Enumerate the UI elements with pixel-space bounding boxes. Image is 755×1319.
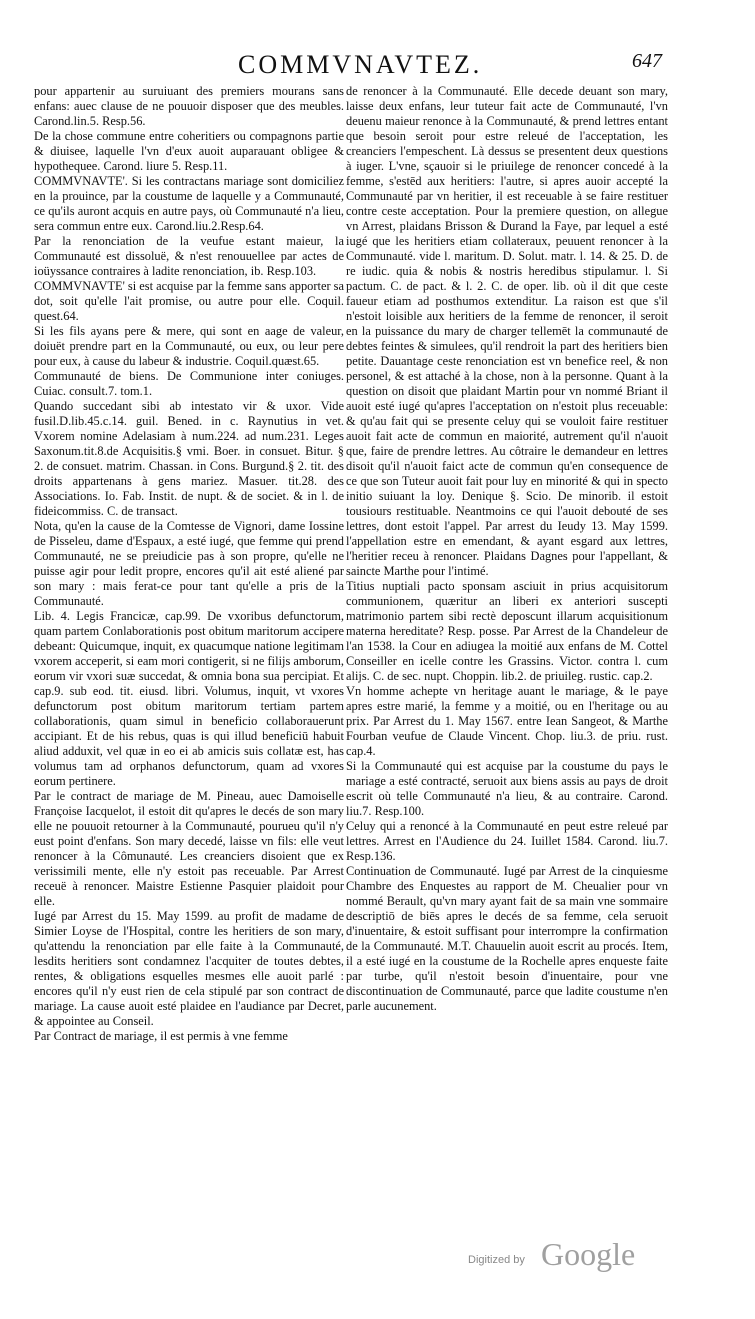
paragraph: Quando succedant sibi ab intestato vir & uxor. Vide fusil.D.lib.45.c.14. guil. Bened. in c. Raynutius in vet. Vxorem nomine Adelasiam à num.224. ad num.231. Leges Saxonum.tit.8.de Acquisitis.§ vmi. Boer. in consuet. Bitur. § 2. de consuet. matrim. Chassan. in Cons. Burgund.§ 2. tit. des droits appartenans à gens mariez. Masuer. tit.28. des Associations. Io. Fab. Instit. de nupt. & de societ. & in l. de fideicommiss. C. de transact. bbox=[34, 399, 344, 518]
google-logo: Google bbox=[541, 1236, 636, 1272]
paragraph: Continuation de Communauté. Iugé par Arrest de la cinquiesme Chambre des Enquestes au rapport de M. Cheualier pour vn nommé Berault, qu'vn mary ayant fait de sa main vne sommaire descriptiō de biēs apres le decés de sa femme, cela seruoit d'inuentaire, & estoit suffisant pour interrompre la confirmation de la Communauté. M.T. Chauuelin auoit escrit au procés. Item, il a esté iugé en la coustume de la Rochelle apres enqueste faite par turbe, qu'il n'estoit besoin d'inuentaire, pour vne discontinuation de Communauté, parce que ladite coustume n'en parle aucunement. bbox=[346, 864, 668, 1013]
paragraph: Vn homme achepte vn heritage auant le mariage, & le paye apres estre marié, la femme y a moitié, ou en l'heritage ou au prix. Par Arrest du 1. May 1567. entre Iean Sangeot, & Marthe Fourban veufue de Claude Vincent. Chop. liu.3. de priu. rust. cap.4. bbox=[346, 684, 668, 758]
paragraph: Celuy qui a renoncé à la Communauté en peut estre releué par lettres. Arrest en l'Audience du 24. Iuillet 1584. Carond. liu.7. Resp.136. bbox=[346, 819, 668, 863]
paragraph: de renoncer à la Communauté. Elle decede deuant son mary, laisse deux enfans, leur tuteur fait acte de Communauté, l'vn deuenu maieur renonce à la Communauté, & prend lettres entant que besoin seroit pour estre releué de l'acceptation, les creanciers l'empeschent. Là dessus se presentent deux questions à iuger. L'vne, sçauoir si le priuilege de renoncer concedé à la femme, s'estēd aux heritiers: l'autre, si apres auoir accepté la Communauté par vn heritier, il est receuable à se faire restituer contre ceste acceptation. Pour la premiere question, on allegue vn Arrest, plaidans Brisson & Durand la Faye, par lequel a esté iugé que les heritiers etiam collateraux, peuuent renoncer à la Communauté. vide l. maritum. D. Solut. matr. l. 14. & 25. D. de re iudic. quia & nobis & nostris heredibus stipulamur. l. Si pactum. C. de pact. & l. 2. C. de oper. lib. où il dit que ceste faueur etiam ad posthumos extenditur. La raison est que s'il n'estoit loisible aux heritiers de la femme de renoncer, il seroit en la puissance du mary de charger tellemēt la communauté de debtes feintes & simulees, qu'il rendroit la part des heritiers bien petite. Dauantage ceste renonciation est vn benefice reel, & non personel, & est attaché à la chose, non à la personne. Quant à la question on disoit que plaidant Martin pour vn nommé Briant il auoit esté iugé qu'apres l'acceptation on n'estoit plus receuable: & qu'au fait qui se presente celuy qui se vouloit faire restituer auoit fait acte de commun en maiorité, autrement qu'il n'auoit que, faire de prendre lettres. Au côtraire le demandeur en lettres disoit qu'il n'auoit faict acte de commun qu'en consequence de ce que son Tuteur auoit fait pour luy en minorité & qui in specto initio suiuant la loy. Denique §. Scio. De minorib. il estoit tousiours restituable. Neantmoins ce qui l'auoit debouté de ses lettres, dont estoit l'appel. Par arrest du Ieudy 13. May 1599. l'appellation estre en emendant, & ayant esgard aux lettres, l'heritier receu à renoncer. Plaidans Dagnes pour l'appellant, & saincte Marthe pour l'intimé. bbox=[346, 84, 668, 578]
paragraph: Si les fils ayans pere & mere, qui sont en aage de valeur, doiuët prendre part en la Communauté, ou eux, ou leur pere pour eux, à cause du labeur & industrie. Coquil.quæst.65. bbox=[34, 324, 344, 368]
paragraph: Iugé par Arrest du 15. May 1599. au profit de madame de Simier Loyse de l'Hospital, contre les heritiers de son mary, qu'attendu la renonciation par elle faite à la Communauté, lesdits heritiers sont condamnez l'acquiter de toutes debtes, rentes, & obligations esquelles mesmes elle auoit parlé : encores qu'il n'y eust rien de cela stipulé par son contract de mariage. La cause auoit esté plaidee en l'audiance par Decret, & appointee au Conseil. bbox=[34, 909, 344, 1028]
paragraph: Lib. 4. Legis Francicæ, cap.99. De vxoribus defunctorum, quam partem Conlaborationis post obitum maritorum accipere debeant: Quicumque, inquit, ex quacumque natione legitimam vxorem acceperit, si eam mori contigerit, si ne filijs amborum, eorum vir vxori suæ succedat, & omnia bona sua percipiat. Et cap.9. sub eod. tit. eiusd. libri. Volumus, inquit, vt vxores defunctorum post obitum maritorum tertiam partem collaborationis, quam simul in beneficio collaborauerunt accipiant. Et de his rebus, quas is qui illud beneficiū habuit aliud adduxit, vel quæ in eo ei ab amicis suis collatæ est, has volumus tam ad orphanos defunctorum, quam ad vxores eorum pertinere. bbox=[34, 609, 344, 788]
page-header bbox=[0, 46, 755, 80]
paragraph: Par Contract de mariage, il est permis à vne femme bbox=[34, 1029, 288, 1043]
running-title: COMMVNAVTEZ. bbox=[238, 50, 483, 79]
digitization-footer bbox=[0, 1236, 755, 1276]
right-column bbox=[346, 84, 668, 1014]
page-number: 647 bbox=[632, 50, 662, 72]
paragraph: De la chose commune entre coheritiers ou compagnons partie & diuisee, laquelle l'vn d'eux auoit auparauant obligee & hypothequee. Carond. liure 5. Resp.11. bbox=[34, 129, 344, 173]
paragraph: COMMVNAVTE'. Si les contractans mariage sont domiciliez en la prouince, par la coustume de laquelle y a Communauté, ce qu'ils auront acquis en autre pays, où Communauté n'a lieu, sera commun entre eux. Carond.liu.2.Resp.64. bbox=[34, 174, 344, 233]
paragraph: Nota, qu'en la cause de la Comtesse de Vignori, dame Iossine de Pisseleu, dame d'Espaux, a esté iugé, que femme qui prend Communauté, ne se preiudicie pas à son propre, qu'elle ne puisse agir pour ledit propre, encores qu'il ait esté aliené par son mary : mais ferat-ce pour tant qu'elle a pris de la Communauté. bbox=[34, 519, 344, 608]
paragraph: Par le contract de mariage de M. Pineau, auec Damoiselle Françoise Iacquelot, il estoit dit qu'apres le decés de son mary elle ne pouuoit retourner à la Communauté, pourueu qu'il n'y eust point d'enfans. Son mary decedé, laisse vn fils: elle veut renoncer à la Cômunauté. Les creanciers disoient que ex verissimili mente, elle n'y estoit pas receuable. Par Arrest receuë à renoncer. Maistre Estienne Pasquier plaidoit pour elle. bbox=[34, 789, 344, 908]
paragraph: COMMVNAVTE' si est acquise par la femme sans apporter sa dot, soit qu'elle l'ait promise, ou autre pour elle. Coquil. quest.64. bbox=[34, 279, 344, 323]
digitized-by-label: Digitized by bbox=[468, 1254, 525, 1266]
paragraph: Communauté de biens. De Communione inter coniuges. Cuiac. consult.7. tom.1. bbox=[34, 369, 344, 398]
left-column bbox=[34, 84, 344, 1044]
paragraph: pour appartenir au suruiuant des premiers mourans sans enfans: auec clause de ne pouuoir disposer que des meubles. Carond.lin.5. Resp.56. bbox=[34, 84, 344, 128]
paragraph: Si la Communauté qui est acquise par la coustume du pays le mariage a esté contracté, seruoit aux biens assis au pays de droit escrit où telle Communauté n'a lieu, & au contraire. Carond. liu.7. Resp.100. bbox=[346, 759, 668, 818]
paragraph: Titius nuptiali pacto sponsam asciuit in prius acquisitorum communionem, quæritur an liberi ex anteriori suscepti matrimonio partem sibi rectè deposcunt illarum acquisitionum materna hereditate? Resp. posse. Par Arrest de la Chandeleur de l'an 1538. la Cour en adiugea la moitié aux enfans de M. Cottel Conseiller en icelle contre les Grassins. Victor. contra l. cum alijs. C. de sec. nupt. Choppin. lib.2. de priuileg. rustic. cap.2. bbox=[346, 579, 668, 683]
paragraph: Par la renonciation de la veufue estant maieur, la Communauté est dissoluë, & n'est renouuellee par actes de ioüyssance contraires à ladite renonciation, ib. Resp.103. bbox=[34, 234, 344, 278]
